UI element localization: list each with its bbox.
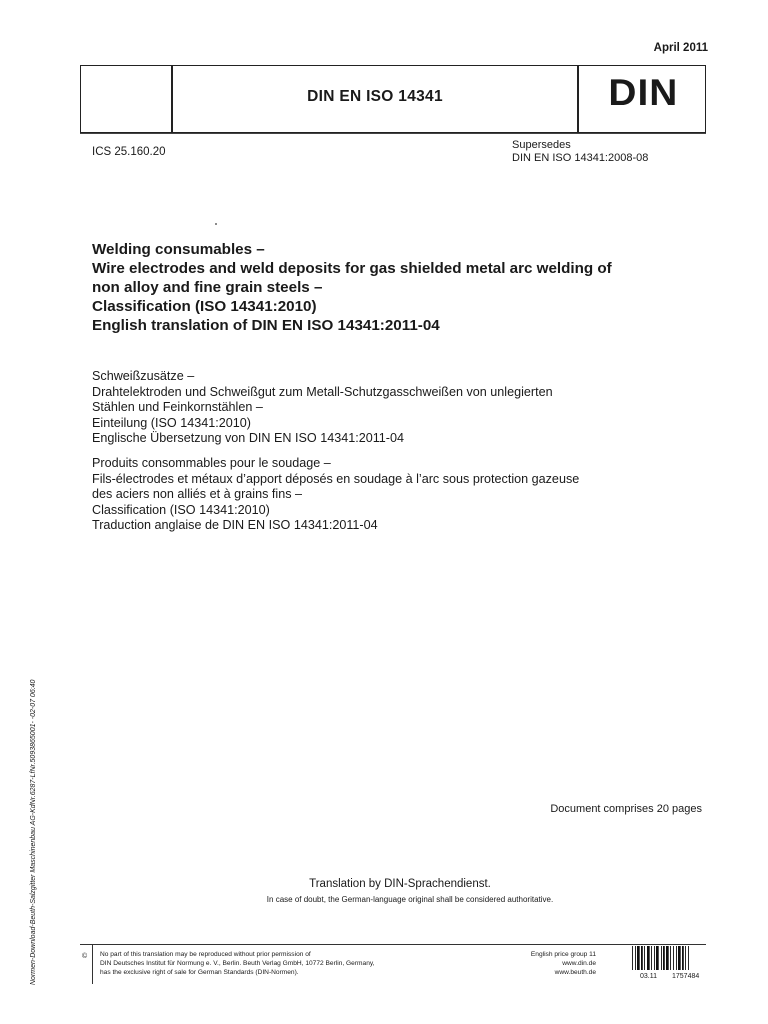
barcode-icon (632, 946, 708, 970)
title-de-line: Englische Übersetzung von DIN EN ISO 14341:2011-04 (92, 431, 404, 445)
scan-speck (215, 223, 217, 225)
supersedes-label: Supersedes (512, 139, 571, 151)
title-fr-line: des aciers non alliés et à grains fins – (92, 487, 303, 501)
title-fr-line: Traduction anglaise de DIN EN ISO 14341:2011-04 (92, 518, 378, 532)
supersedes-block (512, 139, 648, 165)
german-title (92, 369, 712, 447)
ics-divider (80, 133, 706, 134)
standard-number: DIN EN ISO 14341 (307, 88, 443, 105)
din-logo (581, 72, 705, 114)
download-watermark: Normen-Download-Beuth-Salzgitter Maschinenbau AG-KdNr.6287-LfNr.5093865001- -02-07 06:40 (30, 679, 37, 985)
title-de-line: Schweißzusätze – (92, 369, 195, 383)
copyright-icon: © (82, 953, 88, 960)
notice-line: DIN Deutsches Institut für Normung e. V., Berlin. Beuth Verlag GmbH, 10772 Berlin, Germany, (100, 960, 375, 967)
title-de-line: Einteilung (ISO 14341:2010) (92, 415, 251, 430)
beuth-url: www.beuth.de (554, 969, 596, 976)
din-logo-text: DIN (607, 72, 679, 113)
barcode-number: 1757484 (672, 973, 700, 980)
english-title (92, 240, 712, 335)
supersedes-value: DIN EN ISO 14341:2008-08 (512, 152, 649, 164)
footer-divider-left (92, 944, 93, 984)
title-de-line: Stählen und Feinkornstählen – (92, 400, 263, 414)
page-count-note: Document comprises 20 pages (550, 803, 702, 815)
translation-credit: Translation by DIN-Sprachendienst. (309, 878, 491, 890)
din-url: www.din.de (562, 960, 596, 967)
title-fr-line: Classification (ISO 14341:2010) (92, 502, 270, 517)
header-divider-right (577, 66, 579, 132)
title-en-line: Wire electrodes and weld deposits for gas shielded metal arc welding of (92, 260, 612, 277)
title-en-line: non alloy and fine grain steels – (92, 279, 323, 296)
ics-code: ICS 25.160.20 (92, 146, 166, 158)
barcode-date: 03.11 (640, 973, 657, 980)
authority-note: In case of doubt, the German-language original shall be considered authoritative. (266, 895, 554, 904)
footer-divider (80, 944, 706, 945)
title-fr-line: Produits consommables pour le soudage – (92, 456, 331, 470)
french-title (92, 456, 712, 534)
copyright-notice (100, 950, 480, 977)
notice-line: has the exclusive right of sale for German Standards (DIN-Normen). (100, 969, 299, 976)
header-box (80, 65, 706, 133)
price-group: English price group 11 (530, 951, 596, 958)
title-en-line: Classification (ISO 14341:2010) (92, 298, 317, 315)
title-fr-line: Fils-électrodes et métaux d’apport déposés en soudage à l’arc sous protection gazeuse (92, 471, 580, 486)
title-de-line: Drahtelektroden und Schweißgut zum Metall-Schutzgasschweißen von unlegierten (92, 384, 553, 399)
price-block (480, 950, 596, 977)
title-en-line: Welding consumables – (92, 241, 265, 258)
title-en-line: English translation of DIN EN ISO 14341:2011-04 (92, 317, 440, 334)
notice-line: No part of this translation may be reproduced without prior permission of (100, 951, 311, 958)
publication-date: April 2011 (653, 42, 708, 54)
